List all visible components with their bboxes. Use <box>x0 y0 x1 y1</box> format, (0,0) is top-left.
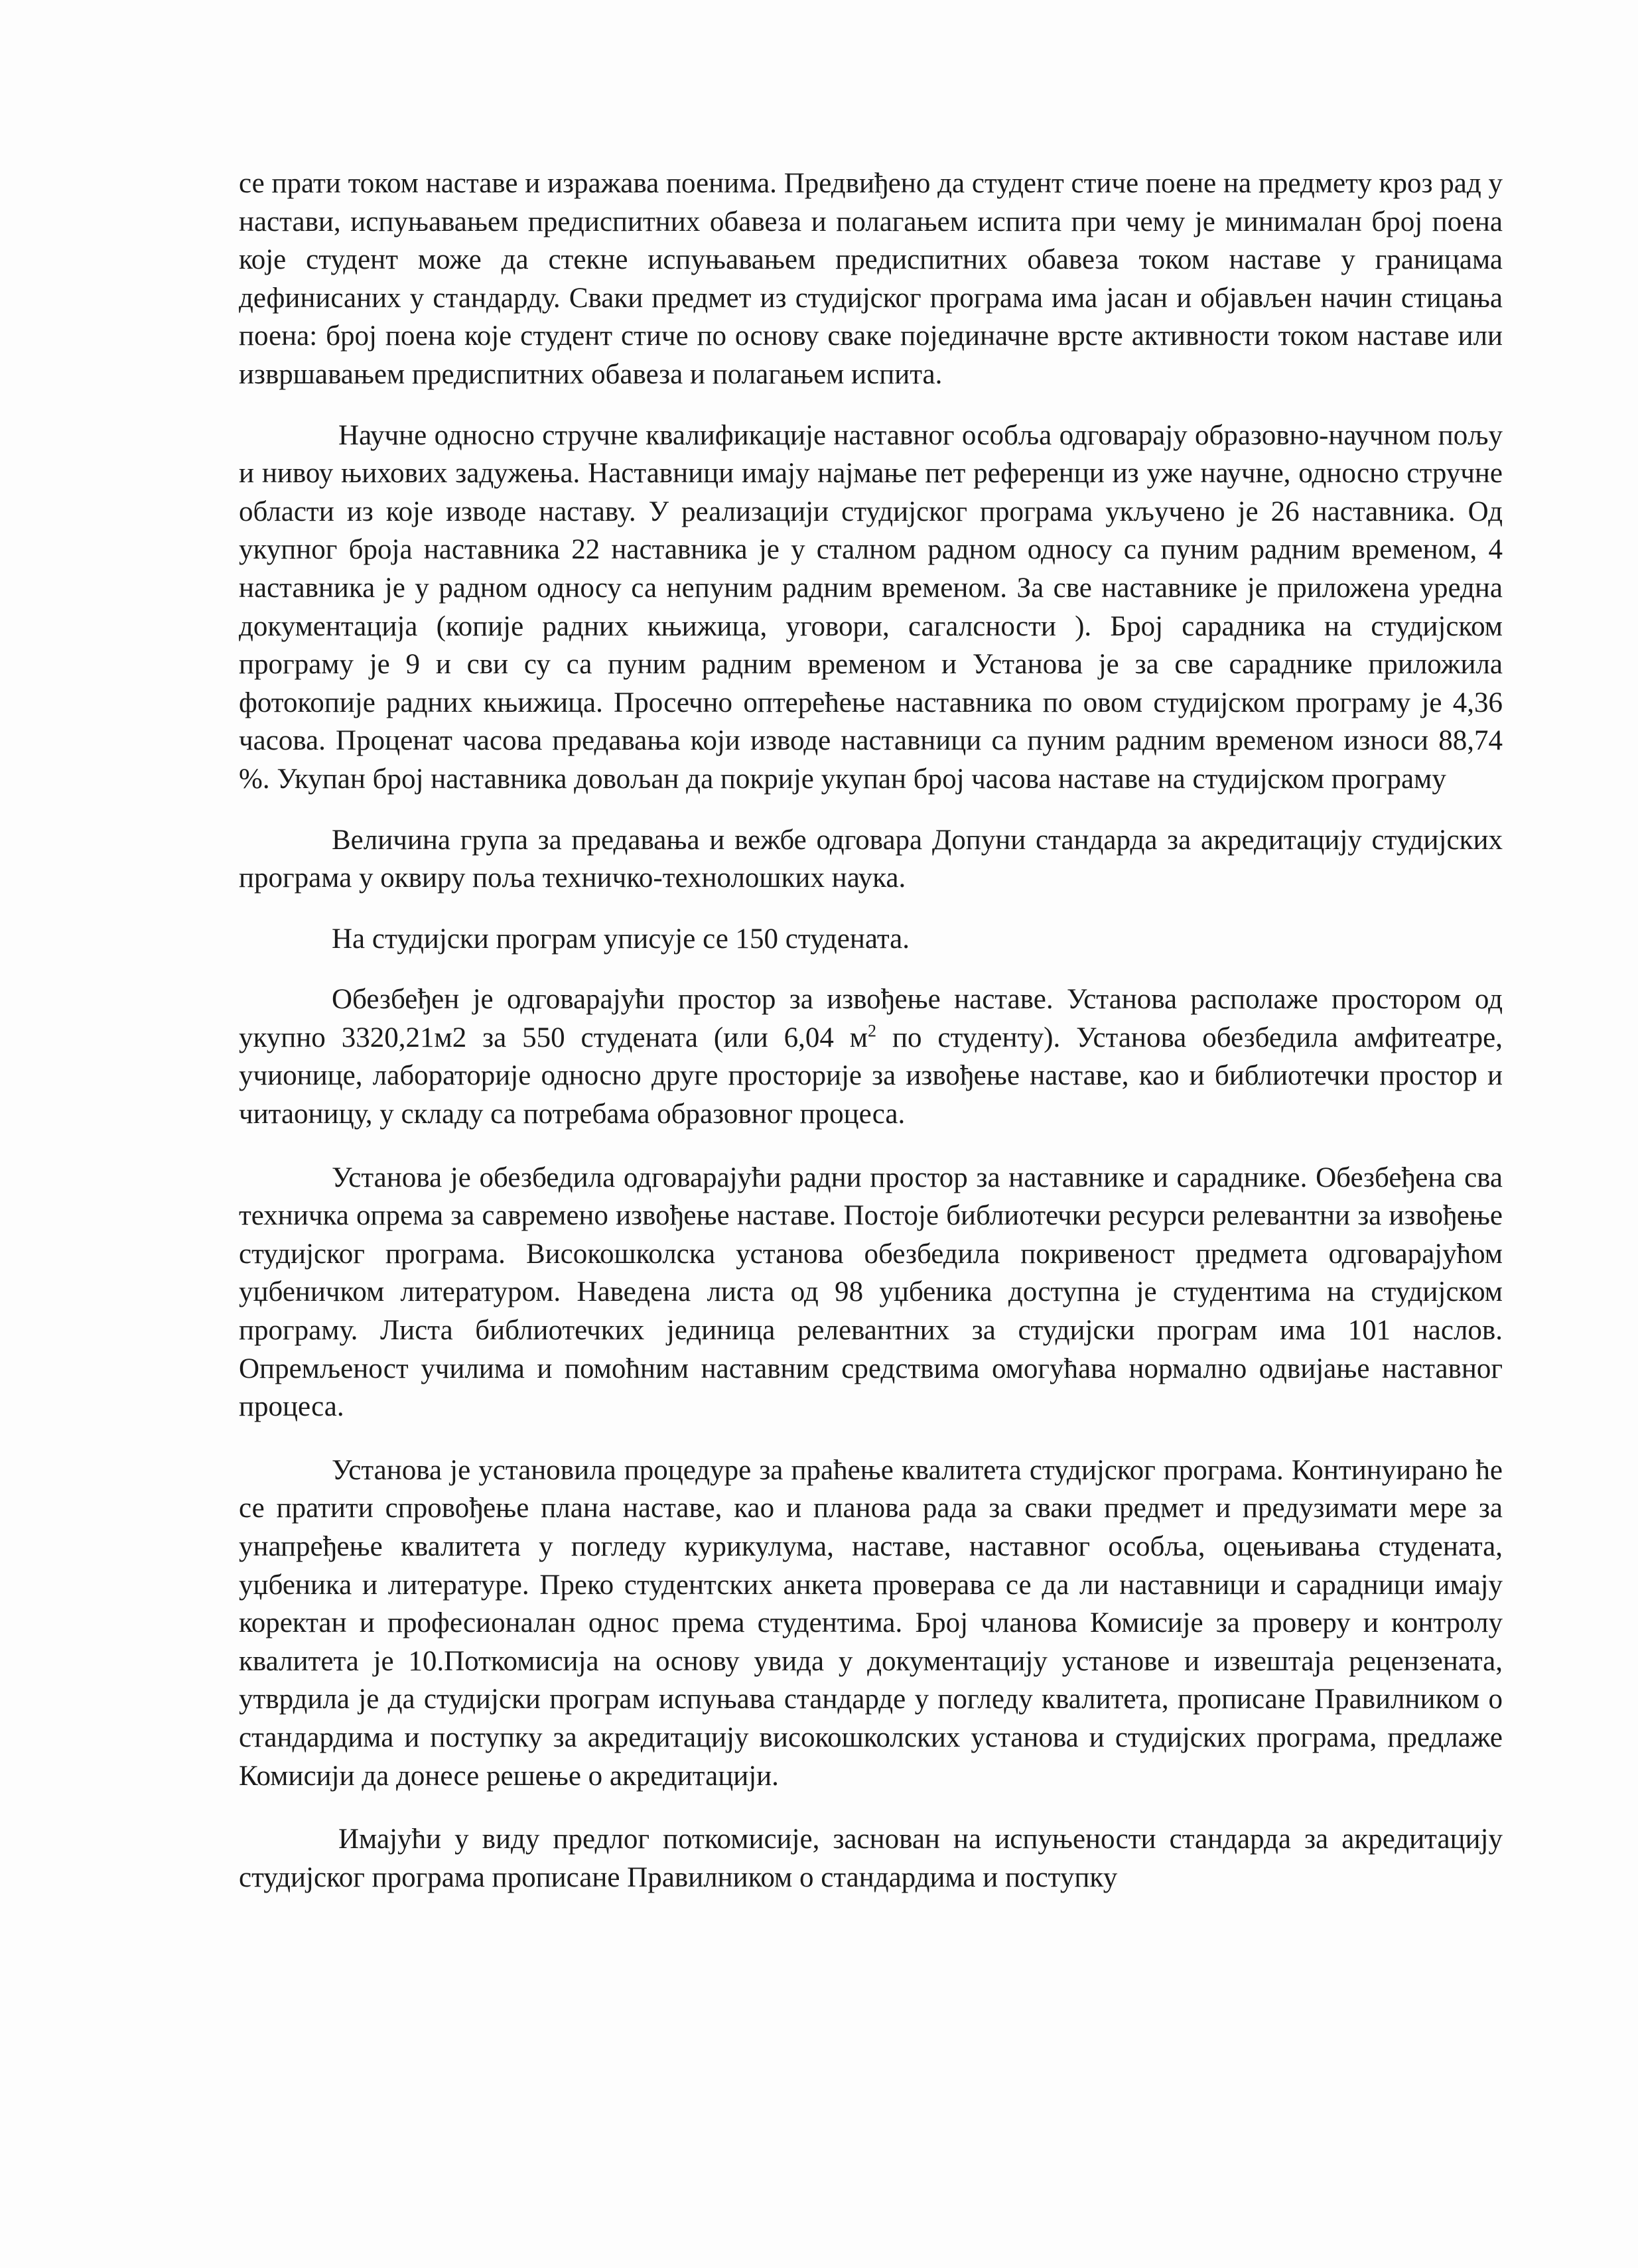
paragraph-conclusion: Имајући у виду предлог поткомисије, заснован на испуњености стандарда за акредитацију студијског програма прописане Правилником о стандардима и поступку <box>239 1824 1503 1893</box>
superscript-2: 2 <box>868 1021 877 1041</box>
paragraph-quality: Установа је установила процедуре за праћење квалитета студијског програма. Континуирано ће се пратити спровођење плана наставе, као и планова рада за сваки предмет и предузимати мере за унапређење квалитета у погледу курикулума, наставе, наставног особља, оцењивања студената, уџбеника и литературе. Преко студентских анкета проверава се да ли наставници и сарадници имају коректан и професионалан однос према студентима. Број чланова Комисије за проверу и контролу квалитета је 10.Поткомисија на основу увида у документацију установе и извештаја рецензената, утврдила је да студијски програм испуњава стандарде у погледу квалитета, прописане Правилником о стандардима и поступку за акредитацију високошколских установа и студијских програма, предлаже Комисији да донесе решење о акредитацији. <box>239 1454 1503 1792</box>
paragraph-enrollment: На студијски програм уписује се 150 студената. <box>332 923 910 955</box>
paragraph-resources: Установа је обезбедила одговарајући радни простор за наставнике и сараднике. Обезбеђена сва техничка опрема за савремено извођење наставе. Постоје библиотечки ресурси релевантни за извођење студијског програма. Високошколска установа обезбедила покривеност предмета одговарајућом уџбеничком литературом. Наведена листа од 98 уџбеника доступна је студентима на студијском програму. Листа библиотечких јединица релевантних за студијски програм има 101 наслов. Опремљеност училима и помоћним наставним средствима омогућава нормално одвијање наставног процеса. <box>239 1162 1503 1423</box>
document-body <box>239 165 1503 1897</box>
paragraph-group-size: Величина група за предавања и вежбе одговара Допуни стандарда за акредитацију студијских програма у оквиру поља техничко-технолошких наука. <box>239 824 1503 894</box>
paragraph-space <box>239 980 1503 1133</box>
space-text-before: Обезбеђен је одговарајући простор за извођење наставе. Установа располаже простором од укупно 3320,21м2 за 550 студената (или 6,04 м <box>239 984 1503 1053</box>
paragraph-teaching-staff: Научне односно стручне квалификације наставног особља одговарају образовно-научном пољу и нивоу њихових задужења. Наставници имају најмање пет референци из уже научне, односно стручне области из које изводе наставу. У реализацији студијског програма укључено је 26 наставника. Од укупног броја наставника 22 наставника је у сталном радном односу са пуним радним временом, 4 наставника је у радном односу са непуним радним временом. За све наставнике је приложена уредна документација (копије радних књижица, уговори, сагалсности ). Број сарадника на студијском програму је 9 и сви су са пуним радним временом и Установа је за све сараднике приложила фотокопије радних књижица. Просечно оптерећење наставника по овом студијском програму је 4,36 часова. Проценат часова предавања који изводе наставници са пуним радним временом износи 88,74 %. Укупан број наставника довољан да покрије укупан број часова наставе на студијском програму <box>239 419 1503 795</box>
paragraph-grading: се прати током наставе и изражава поенима. Предвиђено да студент стиче поене на предмету кроз рад у настави, испуњавањем предиспитних обавеза и полагањем испита при чему је минималан број поена које студент може да стекне испуњавањем предиспитних обавеза током наставе у границама дефинисаних у стандарду. Сваки предмет из студијског програма има јасан и објављен начин стицања поена: број поена које студент стиче по основу сваке појединачне врсте активности током наставе или извршавањем предиспитних обавеза и полагањем испита. <box>239 168 1503 390</box>
space-text-after: по студенту). Установа обезбедила амфитеатре, учионице, лабораторије односно друге просторије за извођење наставе, као и библиотечки простор и читаоницу, у складу са потребама образовног процеса. <box>239 1022 1503 1130</box>
